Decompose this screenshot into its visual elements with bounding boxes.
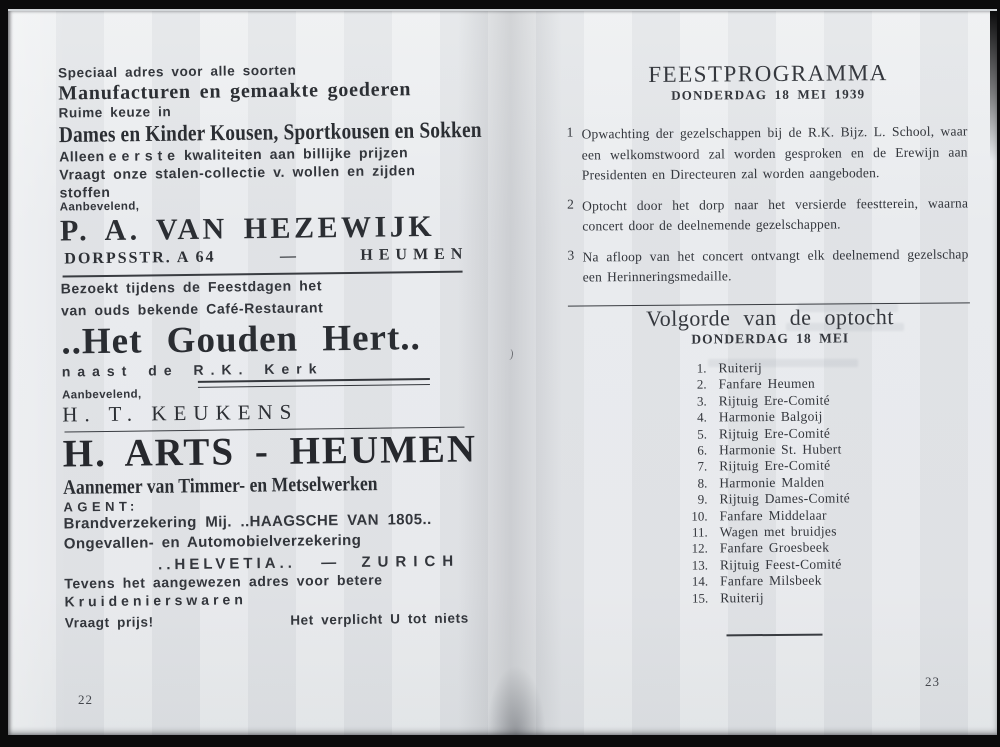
grocery-line: Tevens het aangewezen adres voor betere [64,571,383,592]
parade-list [680,358,984,606]
ad-tagline: Ruime keuze in [58,104,172,121]
insurer-dash: — [321,554,337,572]
parade-entry-label: Harmonie Malden [719,474,825,491]
visit-line: Bezoekt tijdens de Feestdagen het [60,276,323,297]
footer-left-text: Vraagt prijs! [64,614,154,631]
business-name: H. ARTS - HEUMEN [62,427,478,476]
parade-entry-number: 10. [691,508,708,524]
parade-entry-number: 6. [697,442,708,458]
parade-entry-label: Rijtuig Ere-Comité [719,457,831,474]
parade-entry-number: 8. [697,475,708,491]
parade-entry-number: 14. [691,573,709,589]
parade-title: Volgorde van de optocht [646,303,894,331]
parade-entry-label: Fanfare Milsbeek [720,572,822,589]
parade-entry-number: 11. [691,524,708,540]
program-item [566,121,980,186]
ad-greeting: Aanbevelend, [59,200,140,214]
insurer-name: ..HELVETIA.. [158,554,296,574]
visit-line: van ouds bekende Café-Restaurant [60,298,324,319]
parade-entry-number: 3. [696,393,707,409]
booklet-spread [8,9,997,735]
page-number-right: 23 [925,674,940,689]
parade-entry-number: 15. [691,590,709,606]
parade-entry-label: Ruiterij [720,589,764,605]
address-row [64,246,468,269]
parade-entry-label: Fanfare Heumen [718,375,816,392]
parade-entry-label: Fanfare Groesbeek [719,539,830,556]
program-list [556,121,981,288]
parade-date: DONDERDAG 18 MEI [691,330,850,347]
proprietor-name: H. T. KEUKENS [62,399,299,427]
parade-entry-number: 1. [696,360,707,376]
address-street: DORPSSTR. A 64 [64,248,216,268]
ad-samples-line: Vraagt onze stalen-collectie v. wollen en zijden stoffen [59,162,416,201]
program-item-number: 1 [566,124,574,140]
parade-entry-number: 2. [696,376,707,392]
parade-entry-number: 7. [697,458,708,474]
parade-entry-label: Harmonie Balgoij [718,408,823,425]
right-page [556,59,984,637]
scan-shadow-corner [990,11,997,161]
ad-gouden-hert [61,272,476,389]
parade-entry-label: Rijtuig Dames-Comité [719,490,851,507]
program-item [567,244,981,288]
program-item-text: Optocht door het dorp naar het versierde feestterein, waarna concert door de deelnemende gezelschappen. [582,194,969,234]
quality-rest: kwaliteiten aan billijke prijzen [183,144,409,163]
agent-label: AGENT: [63,498,139,515]
insurance-line: Ongevallen- en Automobielverzekering [63,532,362,553]
ad-van-hezewijk [58,60,482,277]
program-date: DONDERDAG 18 MEI 1939 [671,86,866,103]
parade-entry-number: 13. [691,557,709,573]
address-city: HEUMEN [360,245,469,264]
parade-entry-label: Rijtuig Feest-Comité [719,556,842,573]
ad-tagline: Speciaal adres voor alle soorten [58,62,297,81]
insurance-line: Brandverzekering Mij. ..HAAGSCHE VAN 1805.. [63,511,432,533]
ad-product-line: Dames en Kinder Kousen, Sportkousen en Sokken [58,116,482,148]
ad-greeting: Aanbevelend, [61,388,142,402]
page-number-left: 22 [78,692,93,707]
address-dash: — [279,247,297,265]
cafe-name: ..Het Gouden Hert.. [61,316,422,363]
parade-entry-number: 9. [697,491,708,507]
parade-entry [682,588,984,607]
ad-footer-row [65,611,469,632]
program-item-text: Na afloop van het concert ontvangt elk deelnemend gezelschap een Herinneringsmedaille. [582,245,969,285]
parade-entry-label: Ruiterij [718,359,763,376]
proprietor-name: P. A. VAN HEZEWIJK [59,209,436,248]
parade-entry-number: 4. [696,409,707,425]
parade-entry-number: 12. [691,540,708,556]
program-item [567,193,981,237]
program-item-text: Opwachting der gezelschappen bij de R.K. Bijz. L. School, waar een welkomstwoord zal worden gesproken en de Erewijn aan Presidenten en Directeuren zal worden aangeboden. [581,123,968,183]
scan-artifact-mark [505,349,513,361]
program-item-number: 2 [567,196,574,212]
parade-entry-label: Rijtuig Ere-Comité [718,392,830,409]
parade-entry-label: Fanfare Middelaar [719,507,827,523]
left-page [58,60,482,631]
insurer-city: ZURICH [361,552,461,572]
quality-word-spaced: eerste [108,147,181,164]
parade-entry-label: Harmonie St. Hubert [718,441,842,458]
center-fold-shadow [486,665,546,735]
program-title: FEESTPROGRAMMA [648,60,888,87]
cafe-location: naast de R.K. Kerk [61,359,324,380]
parade-entry-label: Rijtuig Ere-Comité [718,425,831,441]
business-trade: Aannemer van Timmer- en Metselwerken [63,473,378,500]
parade-entry-number: 5. [697,426,707,442]
footer-right-text: Het verplicht U tot niets [290,610,469,628]
closing-divider [727,634,823,636]
ad-product-line: Manufacturen en gemaakte goederen [58,78,412,105]
ad-arts [62,384,479,632]
grocery-line: Kruidenierswaren [64,591,247,610]
parade-entry-label: Wagen met bruidjes [719,523,837,540]
program-item-number: 3 [567,247,575,263]
quality-word: Alleen [59,147,105,165]
